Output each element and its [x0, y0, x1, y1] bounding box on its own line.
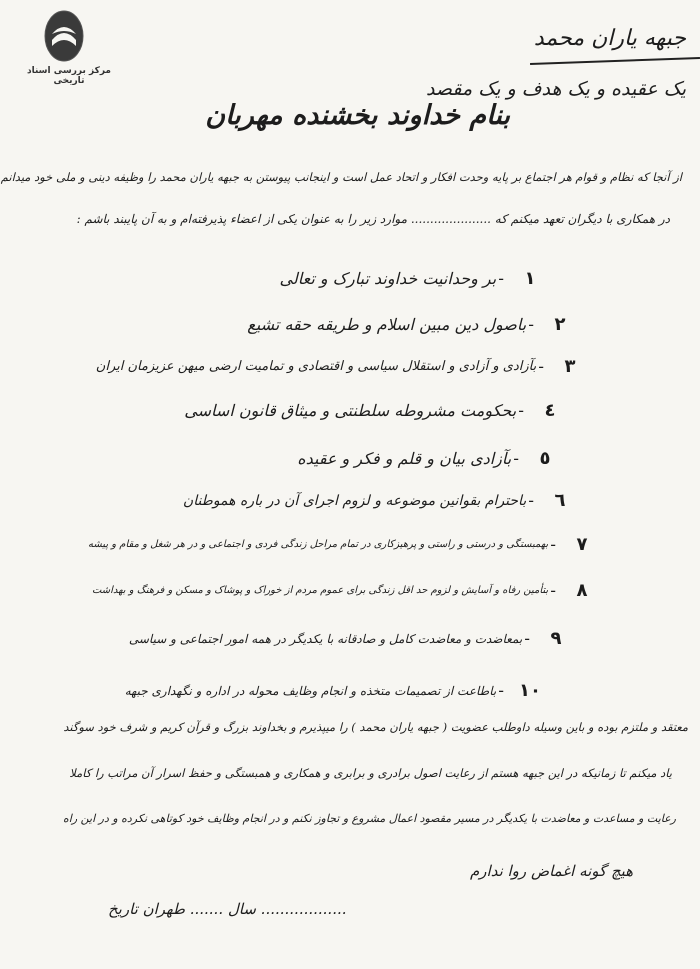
closing-line-4: هیچ گونه اغماض روا ندارم	[470, 862, 634, 880]
article-text: باحترام بقوانین موضوعه و لزوم اجرای آن در باره هموطنان	[182, 492, 527, 509]
article-2: باصول دین مبین اسلام و طریقه حقه تشیع - ٢	[247, 314, 580, 335]
article-text: بتأمین رفاه و آسایش و لزوم حد اقل زندگی برای عموم مردم از خوراک و پوشاک و مسکن و فرهنگ و بهداشت	[91, 585, 549, 596]
article-10: باطاعت از تصمیمات متخذه و انجام وظایف محوله در اداره و نگهداری جبهه - ١٠	[125, 680, 550, 701]
closing-line-2: یاد میکنم تا زمانیکه در این جبهه هستم از رعایت اصول برادری و برابری و همکاری و همبستگی و حفظ اسرار آن مراتب را کاملا	[69, 766, 672, 780]
year-field: سال .......	[189, 900, 256, 918]
organization-slogan: یک عقیده و یک هدف و یک مقصد	[425, 78, 686, 100]
archive-emblem-icon	[44, 10, 84, 62]
closing-line-1: معتقد و ملتزم بوده و باین وسیله داوطلب عضویت ( جبهه یاران محمد ) را میپذیرم و بخداوند بزرگ و قرآن کریم و شرف خود سوگند	[63, 720, 688, 734]
article-text: باصول دین مبین اسلام و طریقه حقه تشیع	[247, 315, 527, 334]
intro-line-2: در همکاری با دیگران تعهد میکنم که ..................... موارد زیر را به عنوان یکی از اعضاء پذیرفته‌ام و به آن پایبند باشم :	[76, 212, 670, 226]
article-number: ٣	[564, 356, 576, 377]
article-number: ٩	[550, 628, 562, 649]
article-number: ٨	[576, 580, 588, 601]
page-title: بنام خداوند بخشنده مهربان	[205, 100, 510, 131]
article-number: ٦	[554, 490, 566, 511]
article-number: ١	[524, 268, 536, 289]
article-6: باحترام بقوانین موضوعه و لزوم اجرای آن در باره هموطنان - ٦	[183, 490, 580, 511]
article-text: بر وحدانیت خداوند تبارک و تعالی	[279, 269, 497, 288]
date-field: طهران تاریخ ..................	[108, 900, 347, 918]
article-8: بتأمین رفاه و آسایش و لزوم حد اقل زندگی برای عموم مردم از خوراک و پوشاک و مسکن و فرهنگ و بهداشت - ٨	[92, 580, 602, 601]
header-underline	[530, 57, 700, 65]
article-1: بر وحدانیت خداوند تبارک و تعالی - ١	[280, 268, 550, 289]
article-number: ٧	[576, 534, 588, 555]
article-text: باطاعت از تصمیمات متخذه و انجام وظایف محوله در اداره و نگهداری جبهه	[124, 683, 497, 698]
organization-name: جبهه یاران محمد	[533, 26, 686, 51]
article-text: بآزادی بیان و قلم و فکر و عقیده	[297, 449, 512, 468]
archive-logo-text: مرکز بررسی اسناد تاریخی	[27, 66, 111, 86]
article-9: بمعاضدت و معاضدت کامل و صادقانه با یکدیگر در همه امور اجتماعی و سیاسی - ٩	[129, 628, 576, 649]
closing-line-3: رعایت و مساعدت و معاضدت با یکدیگر در مسیر مقصود اعمال مشروع و تجاوز نکنم و در انجام وظایف خود کوتاهی نکرده و در این راه	[63, 812, 676, 825]
article-text: بآزادی و آزادی و استقلال سیاسی و اقتصادی و تمامیت ارضی میهن عزیزمان ایران	[95, 359, 537, 374]
article-number: ٤	[544, 400, 556, 421]
intro-line-1: از آنجا که نظام و قوام هر اجتماع بر پایه وحدت افکار و اتحاد عمل است و اینجانب پیوستن به جبهه یاران محمد را وظیفه دینی و ملی خود میدانم	[0, 170, 682, 184]
article-5: بآزادی بیان و قلم و فکر و عقیده - ٥	[297, 448, 565, 469]
place-date-line	[100, 900, 460, 918]
article-7: بهمبستگی و درستی و راستی و پرهیزکاری در تمام مراحل زندگی فردی و اجتماعی و در هر شغل و مقام و پیشه - ٧	[88, 534, 602, 555]
article-text: بحکومت مشروطه سلطنتی و میثاق قانون اساسی	[184, 401, 517, 420]
article-4: بحکومت مشروطه سلطنتی و میثاق قانون اساسی - ٤	[184, 400, 570, 421]
article-text: بمعاضدت و معاضدت کامل و صادقانه با یکدیگر در همه امور اجتماعی و سیاسی	[128, 631, 523, 646]
article-3: بآزادی و آزادی و استقلال سیاسی و اقتصادی و تمامیت ارضی میهن عزیزمان ایران - ٣	[96, 356, 590, 377]
archive-logo	[14, 10, 111, 86]
article-number: ٥	[539, 448, 551, 469]
article-number: ٢	[554, 314, 566, 335]
article-number: ١٠	[519, 680, 541, 701]
article-text: بهمبستگی و درستی و راستی و پرهیزکاری در تمام مراحل زندگی فردی و اجتماعی و در هر شغل و مقام و پیشه	[88, 539, 549, 550]
